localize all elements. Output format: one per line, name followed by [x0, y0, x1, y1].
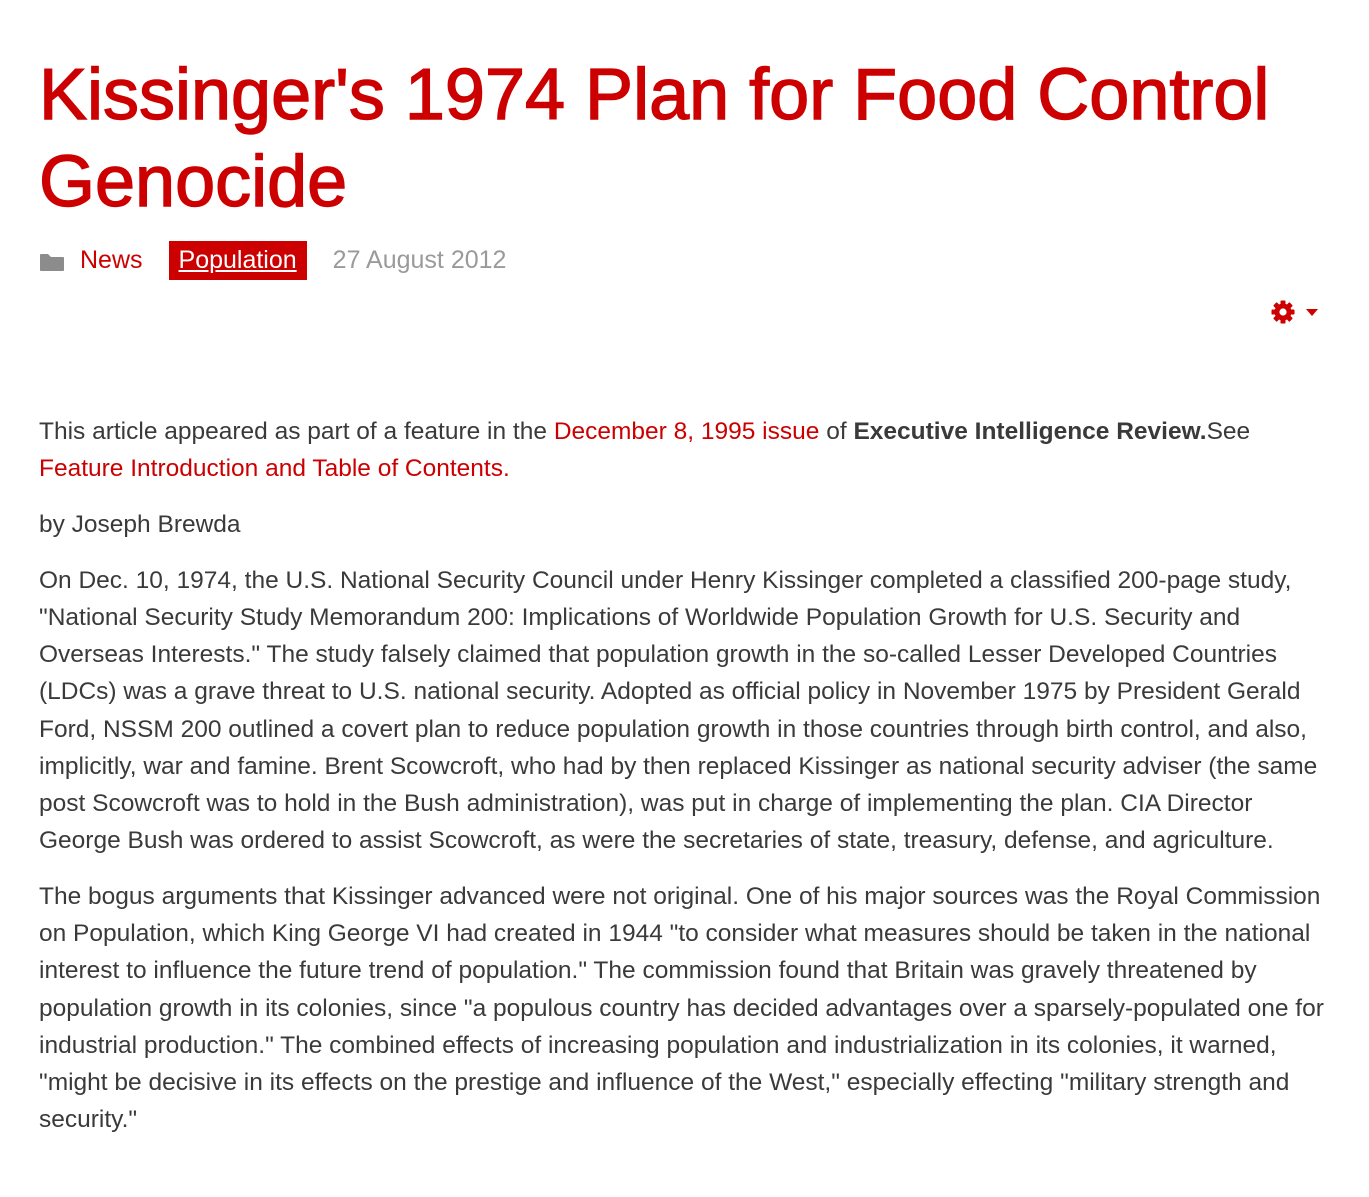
chevron-down-icon	[1306, 309, 1318, 316]
body-paragraph: The bogus arguments that Kissinger advanced were not original. One of his major sources was the Royal Commission on Population, which King George VI had created in 1944 "to consider what measures should be taken in the national interest to influence the future trend of population." The commission found that Britain was gravely threatened by population growth in its colonies, since "a populous country has decided advantages over a sparsely-populated one for industrial production." The combined effects of increasing population and industrialization in its colonies, it warned, "might be decisive in its effects on the prestige and influence of the West," especially effecting "military strength and security."	[39, 883, 1324, 1134]
publication-name: Executive Intelligence Review.	[853, 418, 1207, 445]
category-link-news[interactable]: News	[80, 246, 143, 274]
intro-paragraph	[39, 413, 1339, 487]
publish-date: 27 August 2012	[332, 246, 507, 274]
folder-icon	[39, 250, 65, 270]
body-paragraph: On Dec. 10, 1974, the U.S. National Security Council under Henry Kissinger completed a classified 200-page study, "National Security Study Memorandum 200: Implications of Worldwide Population Growth for U.S. Security and Overseas Interests." The study falsely claimed that population growth in the so-called Lesser Developed Countries (LDCs) was a grave threat to U.S. national security. Adopted as official policy in November 1975 by President Gerald Ford, NSSM 200 outlined a covert plan to reduce population growth in those countries through birth control, and also, implicitly, war and famine. Brent Scowcroft, who had by then replaced Kissinger as national security adviser (the same post Scowcroft was to hold in the Bush administration), was put in charge of implementing the plan. CIA Director George Bush was ordered to assist Scowcroft, as were the secretaries of state, treasury, defense, and agriculture.	[39, 566, 1318, 855]
intro-text: See	[1206, 418, 1251, 445]
intro-text: of	[819, 418, 854, 445]
page-title: Kissinger's 1974 Plan for Food Control Genocide	[39, 55, 1270, 222]
article-tools-dropdown[interactable]	[1270, 299, 1318, 325]
intro-text: This article appeared as part of a feature in the	[39, 418, 554, 445]
contents-link[interactable]: Feature Introduction and Table of Contents.	[39, 455, 510, 483]
gear-icon	[1270, 299, 1296, 325]
category-link-population[interactable]: Population	[169, 241, 307, 280]
byline: by Joseph Brewda	[39, 511, 241, 538]
article-meta	[39, 241, 506, 280]
issue-link[interactable]: December 8, 1995 issue	[553, 418, 820, 445]
article-body	[39, 413, 1339, 1157]
